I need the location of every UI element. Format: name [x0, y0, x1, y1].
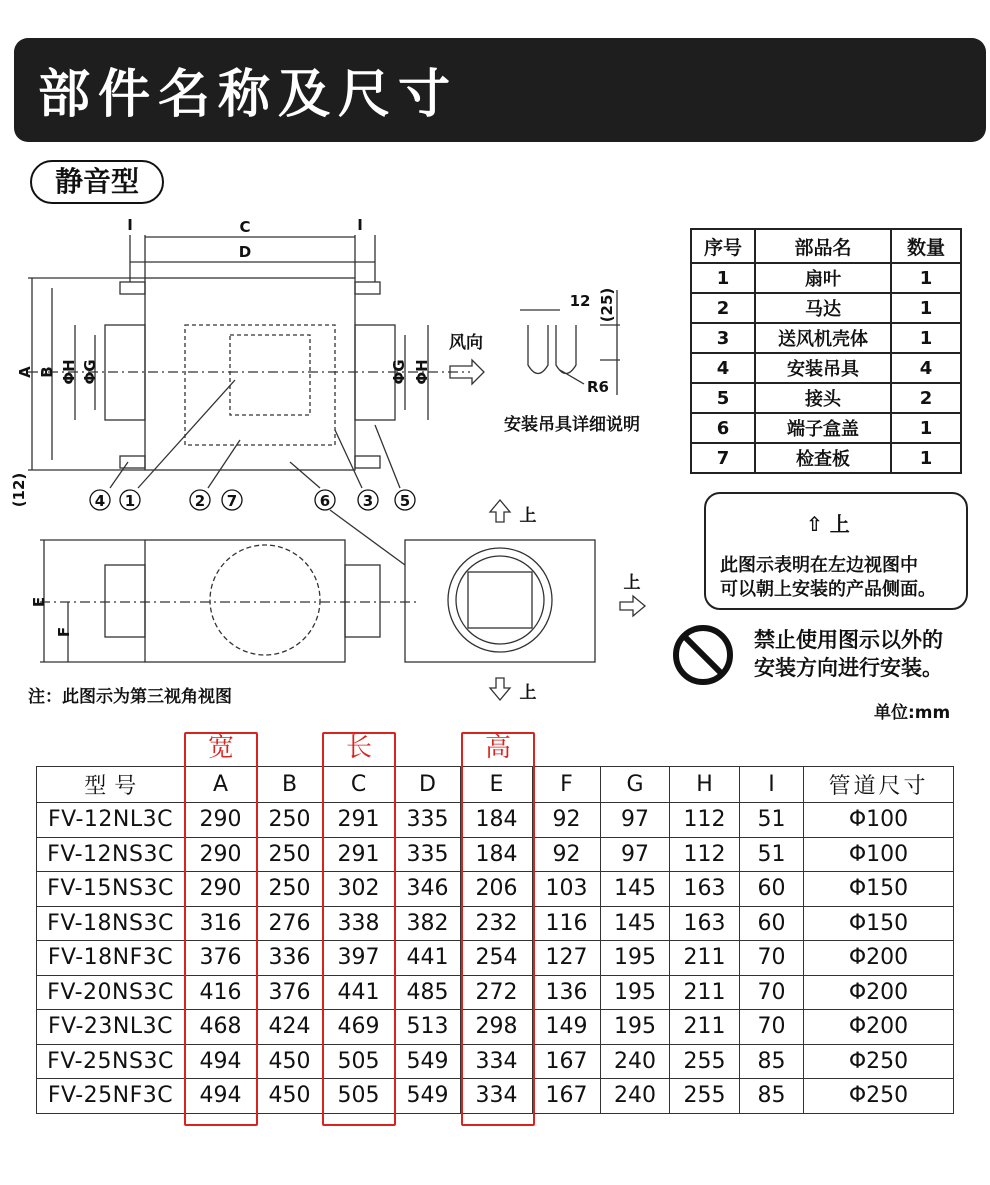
parts-cell-qty: 2 [891, 383, 961, 413]
wind-direction-label: 风向 [449, 333, 483, 353]
spec-header-9: I [740, 767, 804, 803]
up-label-top: 上 [519, 506, 537, 526]
spec-cell-7: 240 [601, 1044, 670, 1079]
spec-header-3: C [323, 767, 395, 803]
parts-cell-name: 接头 [755, 383, 891, 413]
dim-12: (12) [10, 472, 28, 508]
spec-cell-9: 70 [740, 975, 804, 1010]
up-arrow-icon: ⇧ [806, 512, 823, 536]
spec-cell-3: 338 [323, 906, 395, 941]
spec-cell-6: 92 [533, 803, 601, 838]
callout-7: 7 [226, 492, 238, 510]
spec-cell-10: Φ100 [804, 837, 954, 872]
spec-cell-8: 255 [670, 1044, 740, 1079]
dim-A: A [16, 366, 34, 378]
spec-cell-6: 127 [533, 941, 601, 976]
page-title: 部件名称及尺寸 [38, 65, 459, 125]
parts-cell-qty: 1 [891, 413, 961, 443]
spec-cell-1: 494 [185, 1079, 257, 1114]
spec-cell-10: Φ200 [804, 975, 954, 1010]
parts-cell-no: 7 [691, 443, 755, 473]
parts-cell-no: 6 [691, 413, 755, 443]
spec-cell-9: 70 [740, 1010, 804, 1045]
orientation-note-box [704, 492, 968, 610]
parts-cell-name: 检查板 [755, 443, 891, 473]
spec-cell-9: 51 [740, 837, 804, 872]
spec-row [37, 1010, 954, 1045]
spec-cell-model: FV-12NL3C [37, 803, 185, 838]
spec-header-1: A [185, 767, 257, 803]
spec-cell-4: 441 [395, 941, 461, 976]
parts-cell-qty: 1 [891, 443, 961, 473]
spec-cell-3: 302 [323, 872, 395, 907]
spec-cell-model: FV-23NL3C [37, 1010, 185, 1045]
parts-row [691, 293, 961, 323]
spec-row [37, 1044, 954, 1079]
spec-cell-2: 336 [257, 941, 323, 976]
parts-header-no: 序号 [691, 229, 755, 263]
detail-caption: 安装吊具详细说明 [504, 415, 640, 435]
spec-cell-7: 145 [601, 906, 670, 941]
parts-cell-name: 送风机壳体 [755, 323, 891, 353]
parts-cell-qty: 1 [891, 263, 961, 293]
spec-cell-9: 51 [740, 803, 804, 838]
spec-cell-1: 290 [185, 803, 257, 838]
dim-I-left: I [127, 216, 133, 234]
spec-header-8: H [670, 767, 740, 803]
spec-cell-10: Φ150 [804, 872, 954, 907]
spec-header-4: D [395, 767, 461, 803]
spec-row [37, 872, 954, 907]
parts-cell-name: 安装吊具 [755, 353, 891, 383]
detail-25: (25) [598, 287, 616, 323]
spec-cell-10: Φ100 [804, 803, 954, 838]
spec-cell-6: 92 [533, 837, 601, 872]
dim-phiG-right: ΦG [390, 359, 408, 385]
spec-cell-5: 334 [461, 1044, 533, 1079]
variant-badge: 静音型 [30, 160, 164, 204]
spec-header-5: E [461, 767, 533, 803]
spec-cell-2: 250 [257, 837, 323, 872]
up-label-right: 上 [623, 573, 641, 593]
spec-cell-8: 112 [670, 803, 740, 838]
spec-cell-model: FV-25NF3C [37, 1079, 185, 1114]
spec-cell-3: 469 [323, 1010, 395, 1045]
warning-text [754, 626, 943, 682]
parts-row [691, 353, 961, 383]
spec-cell-7: 97 [601, 837, 670, 872]
spec-cell-4: 549 [395, 1079, 461, 1114]
callout-1: 1 [124, 492, 136, 510]
note-line-2: 可以朝上安装的产品侧面。 [720, 579, 936, 600]
spec-cell-1: 376 [185, 941, 257, 976]
spec-row [37, 1079, 954, 1114]
spec-header-0: 型 号 [37, 767, 185, 803]
spec-cell-8: 112 [670, 837, 740, 872]
callout-3: 3 [362, 492, 374, 510]
dim-I-right: I [357, 216, 363, 234]
parts-cell-name: 端子盒盖 [755, 413, 891, 443]
spec-cell-1: 494 [185, 1044, 257, 1079]
parts-header-qty: 数量 [891, 229, 961, 263]
spec-cell-2: 424 [257, 1010, 323, 1045]
spec-cell-3: 441 [323, 975, 395, 1010]
warning-line-2: 安装方向进行安装。 [754, 656, 943, 680]
dim-E: E [30, 596, 48, 608]
spec-cell-3: 291 [323, 837, 395, 872]
parts-row [691, 413, 961, 443]
callout-6: 6 [319, 492, 331, 510]
spec-cell-3: 505 [323, 1044, 395, 1079]
parts-row [691, 263, 961, 293]
parts-cell-no: 1 [691, 263, 755, 293]
dimension-drawing [0, 200, 680, 720]
spec-cell-9: 60 [740, 906, 804, 941]
detail-r6: R6 [587, 378, 609, 396]
spec-cell-7: 145 [601, 872, 670, 907]
spec-cell-2: 250 [257, 872, 323, 907]
spec-cell-5: 206 [461, 872, 533, 907]
spec-cell-6: 103 [533, 872, 601, 907]
spec-cell-10: Φ250 [804, 1079, 954, 1114]
parts-table [690, 228, 962, 474]
spec-cell-8: 211 [670, 975, 740, 1010]
spec-cell-6: 167 [533, 1044, 601, 1079]
spec-cell-6: 136 [533, 975, 601, 1010]
highlight-label-height: 高 [484, 733, 511, 763]
parts-header-name: 部品名 [755, 229, 891, 263]
spec-cell-3: 291 [323, 803, 395, 838]
spec-cell-5: 254 [461, 941, 533, 976]
note-up-label [806, 508, 850, 537]
parts-cell-qty: 1 [891, 293, 961, 323]
spec-cell-model: FV-15NS3C [37, 872, 185, 907]
spec-cell-3: 397 [323, 941, 395, 976]
spec-cell-7: 195 [601, 1010, 670, 1045]
parts-cell-qty: 4 [891, 353, 961, 383]
spec-cell-4: 549 [395, 1044, 461, 1079]
spec-cell-1: 316 [185, 906, 257, 941]
spec-row [37, 906, 954, 941]
parts-cell-no: 5 [691, 383, 755, 413]
side-view-body [145, 540, 345, 662]
dim-C: C [239, 218, 251, 236]
unit-label: 单位:mm [874, 703, 951, 723]
parts-cell-no: 2 [691, 293, 755, 323]
view-note: 注：此图示为第三视角视图 [28, 687, 232, 707]
spec-cell-5: 272 [461, 975, 533, 1010]
note-up-text: 上 [829, 512, 850, 536]
spec-cell-10: Φ150 [804, 906, 954, 941]
spec-cell-7: 195 [601, 975, 670, 1010]
spec-cell-4: 335 [395, 803, 461, 838]
note-text [720, 554, 936, 602]
spec-cell-10: Φ200 [804, 941, 954, 976]
spec-row [37, 837, 954, 872]
callout-4: 4 [94, 492, 106, 510]
spec-header-6: F [533, 767, 601, 803]
spec-cell-6: 149 [533, 1010, 601, 1045]
spec-cell-4: 335 [395, 837, 461, 872]
detail-12: 12 [569, 292, 591, 310]
spec-cell-8: 211 [670, 1010, 740, 1045]
spec-cell-1: 290 [185, 837, 257, 872]
warning-line-1: 禁止使用图示以外的 [754, 628, 943, 652]
spec-cell-5: 232 [461, 906, 533, 941]
spec-cell-1: 468 [185, 1010, 257, 1045]
dimension-spec-table [36, 766, 954, 1114]
note-line-1: 此图示表明在左边视图中 [720, 555, 918, 576]
parts-row [691, 383, 961, 413]
spec-cell-8: 211 [670, 941, 740, 976]
dim-phiH-right: ΦH [413, 359, 431, 385]
dim-B: B [38, 366, 56, 378]
spec-cell-8: 163 [670, 906, 740, 941]
spec-cell-5: 184 [461, 837, 533, 872]
spec-cell-6: 116 [533, 906, 601, 941]
callout-5: 5 [399, 492, 411, 510]
spec-cell-2: 450 [257, 1044, 323, 1079]
spec-cell-5: 334 [461, 1079, 533, 1114]
spec-cell-2: 250 [257, 803, 323, 838]
spec-cell-8: 255 [670, 1079, 740, 1114]
spec-cell-4: 513 [395, 1010, 461, 1045]
dim-F: F [55, 626, 73, 638]
up-label-bottom: 上 [519, 683, 537, 703]
spec-cell-model: FV-25NS3C [37, 1044, 185, 1079]
top-view-body [145, 278, 355, 470]
dim-phiH-left: ΦH [60, 359, 78, 385]
spec-cell-8: 163 [670, 872, 740, 907]
spec-cell-2: 376 [257, 975, 323, 1010]
parts-cell-no: 3 [691, 323, 755, 353]
spec-cell-7: 195 [601, 941, 670, 976]
parts-cell-no: 4 [691, 353, 755, 383]
spec-row [37, 975, 954, 1010]
spec-cell-10: Φ200 [804, 1010, 954, 1045]
spec-cell-4: 382 [395, 906, 461, 941]
spec-cell-1: 290 [185, 872, 257, 907]
spec-cell-9: 85 [740, 1079, 804, 1114]
spec-cell-4: 485 [395, 975, 461, 1010]
spec-cell-6: 167 [533, 1079, 601, 1114]
spec-cell-2: 450 [257, 1079, 323, 1114]
spec-cell-9: 60 [740, 872, 804, 907]
dim-D: D [238, 243, 252, 261]
dim-phiG-left: ΦG [81, 359, 99, 385]
parts-cell-qty: 1 [891, 323, 961, 353]
spec-cell-10: Φ250 [804, 1044, 954, 1079]
spec-cell-3: 505 [323, 1079, 395, 1114]
spec-cell-model: FV-18NS3C [37, 906, 185, 941]
spec-cell-1: 416 [185, 975, 257, 1010]
spec-cell-5: 184 [461, 803, 533, 838]
spec-cell-4: 346 [395, 872, 461, 907]
highlight-label-length: 长 [345, 733, 372, 763]
spec-cell-model: FV-12NS3C [37, 837, 185, 872]
spec-cell-model: FV-18NF3C [37, 941, 185, 976]
spec-cell-2: 276 [257, 906, 323, 941]
parts-row [691, 443, 961, 473]
spec-cell-model: FV-20NS3C [37, 975, 185, 1010]
parts-row [691, 323, 961, 353]
spec-header-2: B [257, 767, 323, 803]
spec-header-10: 管道尺寸 [804, 767, 954, 803]
spec-cell-9: 70 [740, 941, 804, 976]
highlight-label-width: 宽 [207, 733, 234, 763]
spec-cell-9: 85 [740, 1044, 804, 1079]
spec-cell-7: 240 [601, 1079, 670, 1114]
parts-cell-name: 扇叶 [755, 263, 891, 293]
parts-cell-name: 马达 [755, 293, 891, 323]
spec-row [37, 941, 954, 976]
spec-cell-7: 97 [601, 803, 670, 838]
callout-2: 2 [194, 492, 206, 510]
prohibited-icon [672, 624, 734, 686]
spec-header-7: G [601, 767, 670, 803]
spec-cell-5: 298 [461, 1010, 533, 1045]
spec-row [37, 803, 954, 838]
